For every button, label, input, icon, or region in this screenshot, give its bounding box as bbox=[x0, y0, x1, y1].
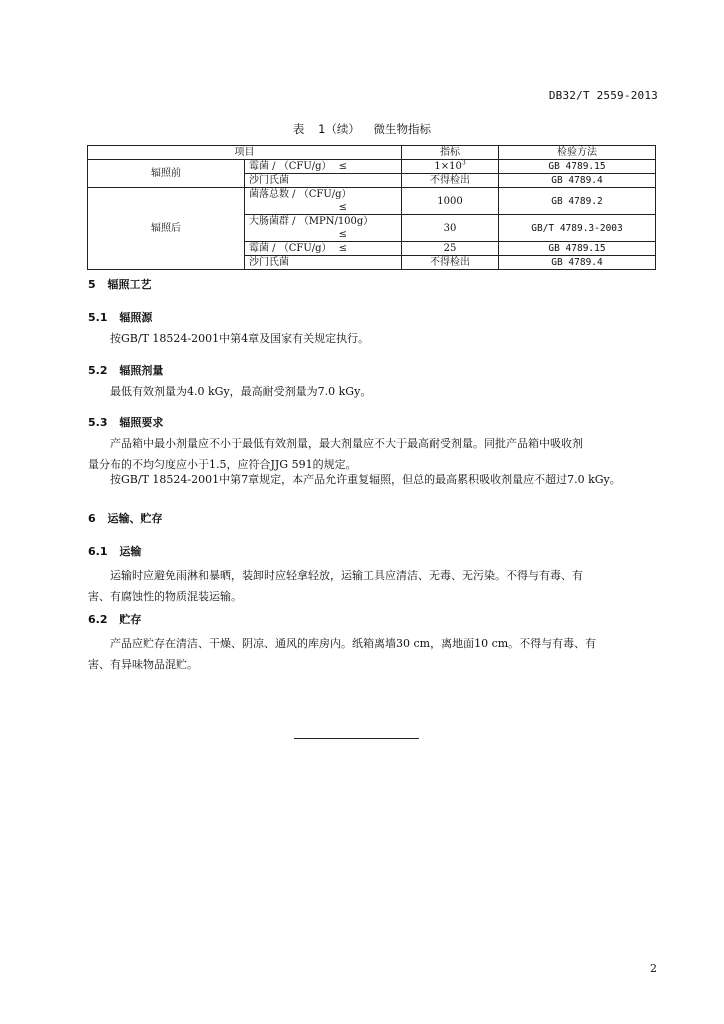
item-cell: 沙门氏菌 bbox=[245, 174, 402, 188]
paragraph-line: 害、有异味物品混贮。 bbox=[88, 658, 198, 671]
method-cell: GB 4789.4 bbox=[499, 174, 656, 188]
method-cell: GB 4789.4 bbox=[499, 256, 656, 270]
paragraph-line: 产品箱中最小剂量应不小于最低有效剂量，最大剂量应不大于最高耐受剂量。同批产品箱中吸收剂 bbox=[110, 437, 583, 450]
method-cell: GB 4789.15 bbox=[499, 160, 656, 174]
paragraph-line: 运输时应避免雨淋和暴晒，装卸时应轻拿轻放，运输工具应清洁、无毒、无污染。不得与有毒、有 bbox=[110, 569, 583, 582]
paragraph-line: 害、有腐蚀性的物质混装运输。 bbox=[88, 590, 242, 603]
item-cell: 霉菌 / （CFU/g） ≤ bbox=[245, 160, 402, 174]
header-index: 指标 bbox=[402, 146, 499, 160]
table-header-row bbox=[88, 146, 656, 160]
index-cell: 30 bbox=[402, 215, 499, 242]
table-row bbox=[88, 188, 656, 215]
table-row bbox=[88, 160, 656, 174]
group-label-before: 辐照前 bbox=[88, 160, 245, 188]
page-number: 2 bbox=[650, 962, 657, 975]
index-cell: $1\times 10^3$ bbox=[402, 160, 499, 174]
section-5-1-text: 按GB/T 18524-2001中第4章及国家有关规定执行。 bbox=[110, 332, 370, 345]
section-5-2-heading: 5.2 辐照剂量 bbox=[88, 364, 164, 377]
microbiological-indicators-table bbox=[87, 145, 656, 270]
paragraph-line: 产品应贮存在清洁、干燥、阴凉、通风的库房内。纸箱离墙30 cm，离地面10 cm。不得与有毒、有 bbox=[110, 637, 597, 650]
method-cell: GB 4789.15 bbox=[499, 242, 656, 256]
table-title: 表 1（续） 微生物指标 bbox=[292, 122, 432, 136]
section-6-heading: 6 运输、贮存 bbox=[88, 512, 163, 525]
method-cell: GB 4789.2 bbox=[499, 188, 656, 215]
index-cell: 不得检出 bbox=[402, 174, 499, 188]
item-cell: 菌落总数 / （CFU/g） ≤ bbox=[245, 188, 402, 215]
section-6-2-heading: 6.2 贮存 bbox=[88, 613, 142, 626]
item-cell: 霉菌 / （CFU/g） ≤ bbox=[245, 242, 402, 256]
item-cell: 大肠菌群 / （MPN/100g） ≤ bbox=[245, 215, 402, 242]
document-number: DB32/T 2559-2013 bbox=[548, 89, 658, 102]
section-5-heading: 5 辐照工艺 bbox=[88, 278, 152, 291]
item-cell: 沙门氏菌 bbox=[245, 256, 402, 270]
section-5-3-heading: 5.3 辐照要求 bbox=[88, 416, 164, 429]
header-method: 检验方法 bbox=[499, 146, 656, 160]
index-cell: 不得检出 bbox=[402, 256, 499, 270]
section-5-3-paragraph-2: 按GB/T 18524-2001中第7章规定，本产品允许重复辐照，但总的最高累积吸收剂量应不超过7.0 kGy。 bbox=[110, 473, 621, 486]
method-cell: GB/T 4789.3-2003 bbox=[499, 215, 656, 242]
end-rule bbox=[294, 738, 419, 739]
section-6-1-heading: 6.1 运输 bbox=[88, 545, 142, 558]
header-item: 项目 bbox=[88, 146, 402, 160]
group-label-after: 辐照后 bbox=[88, 188, 245, 270]
section-6-2-paragraph bbox=[88, 633, 656, 675]
section-5-2-text: 最低有效剂量为4.0 kGy，最高耐受剂量为7.0 kGy。 bbox=[110, 385, 372, 398]
section-5-1-heading: 5.1 辐照源 bbox=[88, 311, 153, 324]
section-6-1-paragraph bbox=[88, 565, 656, 607]
index-cell: 1000 bbox=[402, 188, 499, 215]
paragraph-line: 量分布的不均匀度应小于1.5，应符合JJG 591的规定。 bbox=[88, 458, 357, 471]
index-cell: 25 bbox=[402, 242, 499, 256]
